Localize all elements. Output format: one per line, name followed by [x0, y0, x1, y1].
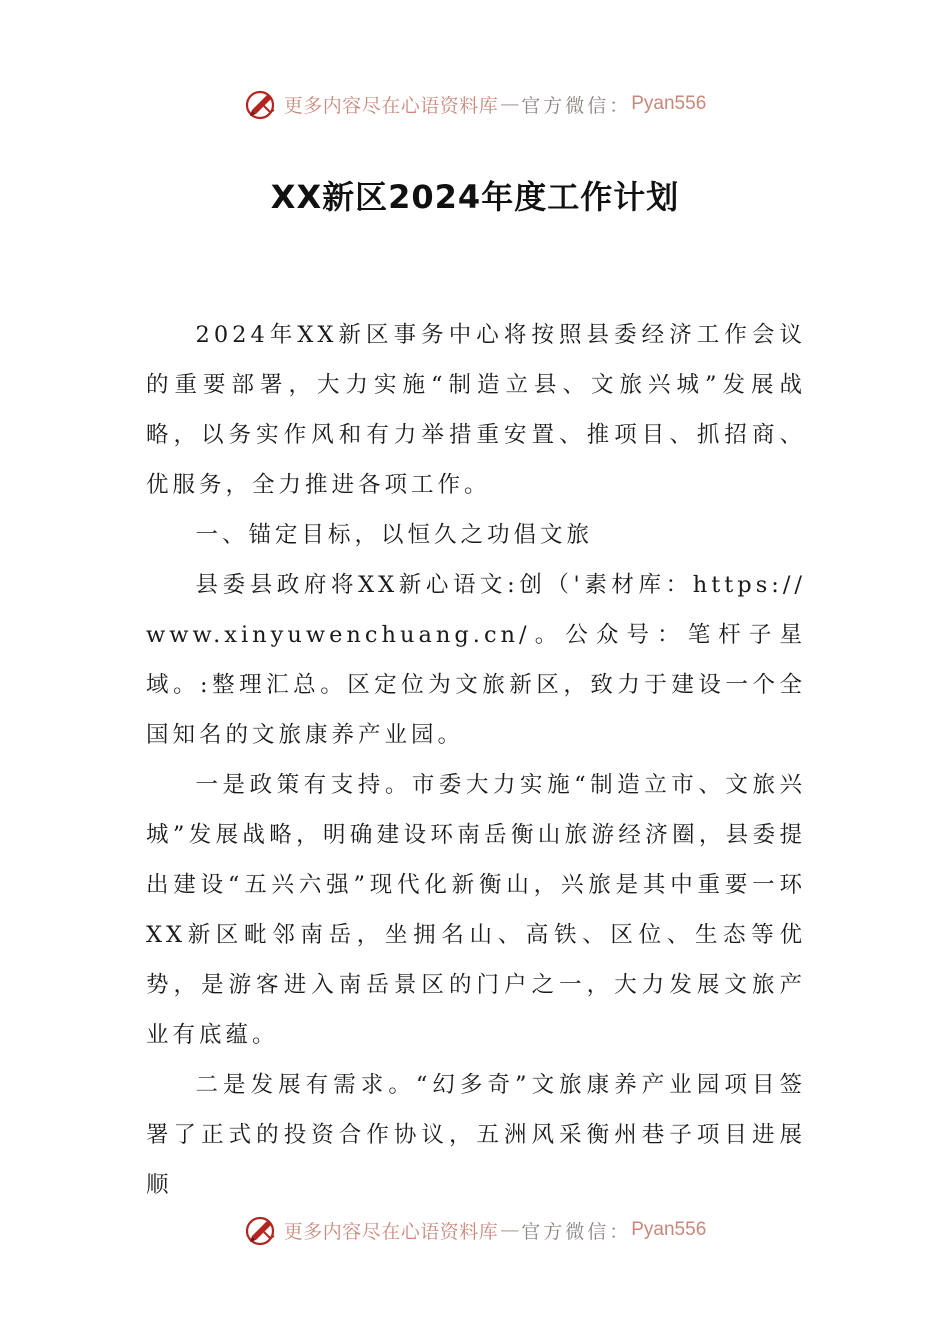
header-watermark-banner: [0, 82, 950, 126]
watermark-separator: —: [500, 93, 520, 115]
section-heading-1: 一、锚定目标，以恒久之功倡文旅: [195, 522, 594, 548]
watermark-wechat-id: Pyan556: [631, 93, 707, 114]
watermark-wechat-id: Pyan556: [631, 1219, 707, 1240]
paragraph-policy-support: 一是政策有支持。市委大力实施“制造立市、文旅兴城”发展战略，明确建设环南岳衡山旅游经济圈，县委提出建设“五兴六强”现代化新衡山，兴旅是其中重要一环XX新区毗邻南岳，坐拥名山、高铁、区位、生态等优势，是游客进入南岳景区的门户之一，大力发展文旅产业有底蕴。: [146, 772, 806, 1048]
watermark-text: 更多内容尽在心语资料库: [283, 1220, 499, 1243]
watermark-separator: —: [500, 1219, 520, 1241]
watermark-official-label: 官方微信：: [521, 94, 632, 117]
paragraph-intro: 2024年XX新区事务中心将按照县委经济工作会议的重要部署，大力实施“制造立县、文旅兴城”发展战略，以务实作风和有力举措重安置、推项目、抓招商、优服务，全力推进各项工作。: [146, 322, 806, 498]
document-body: [146, 310, 806, 1210]
footer-watermark-banner: [0, 1208, 950, 1252]
watermark-text: 更多内容尽在心语资料库: [283, 94, 499, 117]
document-title: XX新区2024年度工作计划: [270, 178, 680, 216]
paragraph-development-demand: 二是发展有需求。“幻多奇”文旅康养产业园项目签署了正式的投资合作协议，五洲风采衡州巷子项目进展顺: [146, 1072, 806, 1198]
pen-logo-icon: [244, 86, 280, 122]
pen-logo-icon: [244, 1212, 280, 1248]
watermark-official-label: 官方微信：: [521, 1220, 632, 1243]
paragraph-positioning: 县委县政府将XX新心语文:创（'素材库：https://www.xinyuwenchuang.cn/。公众号：笔杆子星域。:整理汇总。区定位为文旅新区，致力于建设一个全国知名的文旅康养产业园。: [146, 572, 806, 748]
